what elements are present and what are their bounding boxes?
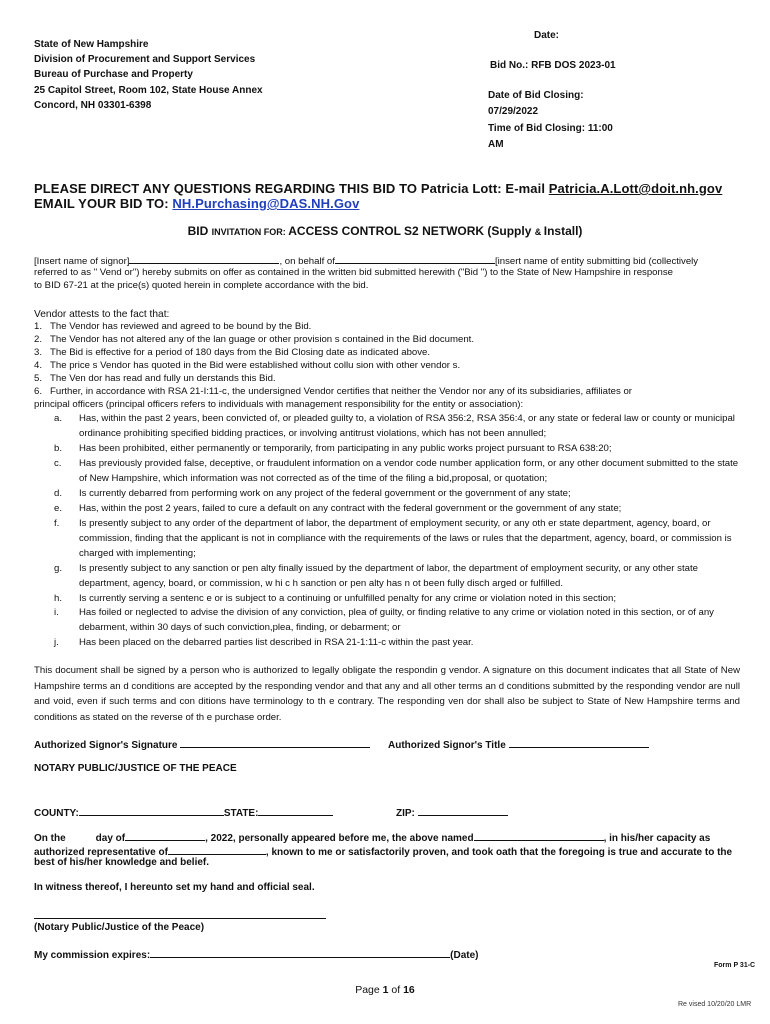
title-install: Install): [543, 224, 583, 238]
page-total: 16: [403, 984, 415, 996]
item6-continuation: principal officers (principal officers refers to individuals with management responsibility for the entity or association):: [34, 399, 524, 410]
item-text: The Ven dor has read and fully un derstands this Bid.: [50, 373, 276, 384]
sub-item-letter: e.: [54, 503, 63, 514]
sub-item-text: Is currently serving a sentenc e or is subject to a continuing or unfulfilled penalty for any crime or violation noted in this section;: [79, 593, 616, 604]
sub-item: [54, 486, 740, 501]
sub-item: [54, 605, 740, 635]
sub-item: [54, 441, 740, 456]
email-bid-text: EMAIL YOUR BID TO:: [34, 196, 173, 211]
purchasing-email-link[interactable]: NH.Purchasing@DAS.NH.Gov: [172, 196, 360, 211]
behalf-text: , on behalf of: [279, 256, 335, 267]
zip-row: [396, 805, 508, 819]
notary-heading: NOTARY PUBLIC/JUSTICE OF THE PEACE: [34, 763, 237, 774]
signor-name-field[interactable]: [129, 253, 279, 264]
sub-item-letter: a.: [54, 413, 63, 424]
closing-time-label: Time of Bid Closing: 11:00: [488, 123, 613, 134]
attest-item: [34, 386, 740, 399]
title-subject: ACCESS CONTROL S2 NETWORK (Supply: [288, 224, 535, 238]
item-text: The price s Vendor has quoted in the Bid were established without collu sion with other vendor s.: [50, 360, 461, 371]
title-bid: BID: [187, 224, 212, 238]
item-text: The Vendor has reviewed and agreed to be bound by the Bid.: [50, 321, 312, 332]
sub-item-letter: b.: [54, 443, 63, 454]
attest-item: [34, 321, 740, 334]
sub-item: [54, 456, 740, 486]
day-of-text: day of: [95, 833, 126, 844]
sub-item: [54, 591, 740, 606]
intro-line-1: [34, 253, 698, 267]
sub-item-text: Has foiled or neglected to advise the division of any conviction, plea of guilty, or finding relative to any crime or violation noted in this section, or of any debarment, within 30 days of such conviction,plea, finding, or debarment; or: [79, 607, 714, 633]
attest-heading: Vendor attests to the fact that:: [34, 309, 170, 320]
notary-signature-line[interactable]: [34, 918, 326, 919]
signature-label: Authorized Signor's Signature: [34, 740, 178, 751]
agency-address: [34, 37, 263, 113]
address-line: State of New Hampshire: [34, 39, 149, 50]
item-text: Further, in accordance with RSA 21-I:11-c, the undersigned Vendor certifies that neither the Vendor nor any of its subsidiaries, affiliates or: [50, 386, 632, 397]
state-field[interactable]: [258, 805, 333, 816]
witness-text: In witness thereof, I hereunto set my hand and official seal.: [34, 882, 315, 893]
item-number: 2.: [34, 334, 43, 345]
date-label: Date:: [534, 30, 560, 41]
title-amp: &: [534, 227, 544, 237]
sub-item-letter: i.: [54, 607, 59, 618]
sub-item-text: Has, within the post 2 years, failed to cure a default on any contract with the federal government or the government of any state;: [79, 503, 622, 514]
questions-line: [34, 181, 722, 196]
commission-row: [34, 947, 479, 961]
sub-item-letter: d.: [54, 488, 63, 499]
known-text: , known to me or satisfactorily proven, and took oath that the foregoing is true and accurate to the: [265, 847, 733, 858]
sub-item-text: Has been prohibited, either permanently or temporarily, from participating in any public works project pursuant to RSA 638:20;: [79, 443, 612, 454]
on-the-text: On the: [34, 833, 66, 844]
signor-title-field[interactable]: [509, 737, 649, 748]
attest-item: [34, 360, 740, 373]
attest-item: [34, 334, 740, 347]
item-text: The Vendor has not altered any of the lan guage or other provision s contained in the Bid document.: [50, 334, 475, 345]
attest-item: [34, 373, 740, 386]
sub-item: [54, 411, 740, 441]
item-number: 4.: [34, 360, 43, 371]
form-id: Form P 31-C: [714, 962, 756, 969]
sub-item-text: Is presently subject to any sanction or pen alty finally issued by the department of labor, the department of employment security, or any other state department, agency, board, or commission, w hi c h sanction or pen alty has n ot been fully disch arged or fulfilled.: [79, 563, 698, 589]
item-number: 6.: [34, 386, 43, 397]
bid-number: Bid No.: RFB DOS 2023-01: [490, 60, 616, 71]
attest-item: [34, 347, 740, 360]
page-of: of: [388, 984, 404, 996]
sub-item-letter: j.: [54, 637, 59, 648]
closing-date-label: Date of Bid Closing:: [488, 90, 584, 101]
zip-field[interactable]: [418, 805, 508, 816]
month-field[interactable]: [125, 830, 205, 841]
named-person-field[interactable]: [474, 830, 604, 841]
signature-row: [34, 737, 370, 751]
questions-text: PLEASE DIRECT ANY QUESTIONS REGARDING THIS BID TO Patricia Lott: E-mail: [34, 181, 549, 196]
signature-field[interactable]: [180, 737, 370, 748]
title-row: [388, 737, 649, 751]
county-label: COUNTY:: [34, 808, 79, 819]
entity-label: [insert name of entity submitting bid (collectively: [494, 256, 699, 267]
date-paren-label: (Date): [450, 950, 479, 961]
commission-date-field[interactable]: [150, 947, 450, 958]
sub-item: [54, 635, 740, 650]
sub-item-letter: h.: [54, 593, 63, 604]
commission-label: My commission expires:: [34, 950, 151, 961]
address-line: Bureau of Purchase and Property: [34, 69, 193, 81]
sub-item-text: Has been placed on the debarred parties list described in RSA 21-1:11-c within the past year.: [79, 637, 474, 648]
sub-item-letter: c.: [54, 458, 62, 469]
auth-rep-text: authorized representative of: [34, 847, 168, 858]
closing-date: 07/29/2022: [488, 106, 539, 117]
sub-item-text: Is currently debarred from performing work on any project of the federal government or the government of any state;: [79, 488, 571, 499]
signor-title-label: Authorized Signor's Title: [388, 740, 506, 751]
address-line: 25 Capitol Street, Room 102, State House Annex: [34, 84, 263, 96]
closing-time-ampm: AM: [488, 139, 504, 150]
sub-item: [54, 516, 740, 561]
notary-label: (Notary Public/Justice of the Peace): [34, 922, 205, 933]
oath-line-2: [34, 844, 732, 858]
item-number: 1.: [34, 321, 43, 332]
sub-item-text: Has previously provided false, deceptive, or fraudulent information on a vendor code number application form, or any other document submitted to the state of New Hampshire, which information was not corrected as of the time of the filing a bid,proposal, or quotation;: [79, 458, 739, 484]
intro-line-3: to BID 67-21 at the price(s) quoted herein in complete accordance with the bid.: [34, 280, 369, 291]
page-current: 1: [382, 984, 389, 996]
intro-line-2: referred to as " Vend or") hereby submits on offer as contained in the written bid submitted herewith ("Bid ") to the State of New Hampshire in response: [34, 267, 673, 278]
authorization-paragraph: This document shall be signed by a person who is authorized to legally obligate the respondin g vendor. A signature on this document indicates that all State of New Hampshire terms an d conditions are accepted by the responding vendor and that any and all other terms an d conditions submitted by the responding vendor are null and void, even if such terms and con ditions have terminology to th e contrary. The responding ven dor shall also be subject to State of New Hampshire terms and conditions as stated on the reverse of th e purchase order.: [34, 665, 740, 723]
revision-note: Re vised 10/20/20 LMR: [678, 1001, 752, 1008]
page-number: [0, 984, 770, 996]
capacity-text: , in his/her capacity as: [603, 833, 711, 844]
signor-label: [Insert name of signor]: [34, 256, 130, 267]
title-invitation: INVITATION FOR:: [211, 227, 289, 237]
oath-line-3: best of his/her knowledge and belief.: [34, 857, 210, 868]
appeared-text: , 2022, personally appeared before me, the above named: [205, 833, 474, 844]
entity-name-field[interactable]: [335, 253, 495, 264]
sub-item-letter: f.: [54, 518, 60, 529]
sub-item: [54, 561, 740, 591]
county-field[interactable]: [79, 805, 224, 816]
page-prefix: Page: [355, 984, 383, 996]
bid-title: [0, 224, 770, 238]
sub-item: [54, 501, 740, 516]
address-line: Concord, NH 03301-6398: [34, 99, 152, 111]
sub-item-text: Has, within the past 2 years, been convicted of, or pleaded guilty to, a violation of RSA 356:2, RSA 356:4, or any state or federal law or county or municipal ordinance prohibiting specified bidding practices, or involving antitrust violations, which has not been annulled;: [79, 413, 735, 439]
representative-field[interactable]: [168, 844, 266, 855]
item-text: The Bid is effective for a period of 180 days from the Bid Closing date as indicated above.: [50, 347, 431, 358]
county-row: [34, 805, 333, 819]
sub-item-text: Is presently subject to any order of the department of labor, the department of employment security, or any oth er state department, agency, board, or commission, finding that the applicant is not in compliance with the requirements of the laws or rules that the department, agency, board, or commission is charged with implementing;: [79, 518, 732, 559]
contact-email-link[interactable]: Patricia.A.Lott@doit.nh.gov: [548, 181, 723, 196]
item-number: 5.: [34, 373, 43, 384]
state-label: STATE:: [223, 808, 259, 819]
address-line: Division of Procurement and Support Services: [34, 54, 256, 66]
zip-label: ZIP:: [396, 808, 415, 819]
email-bid-line: [34, 196, 359, 211]
oath-line-1: [34, 830, 710, 844]
sub-item-letter: g.: [54, 563, 63, 574]
item-number: 3.: [34, 347, 43, 358]
